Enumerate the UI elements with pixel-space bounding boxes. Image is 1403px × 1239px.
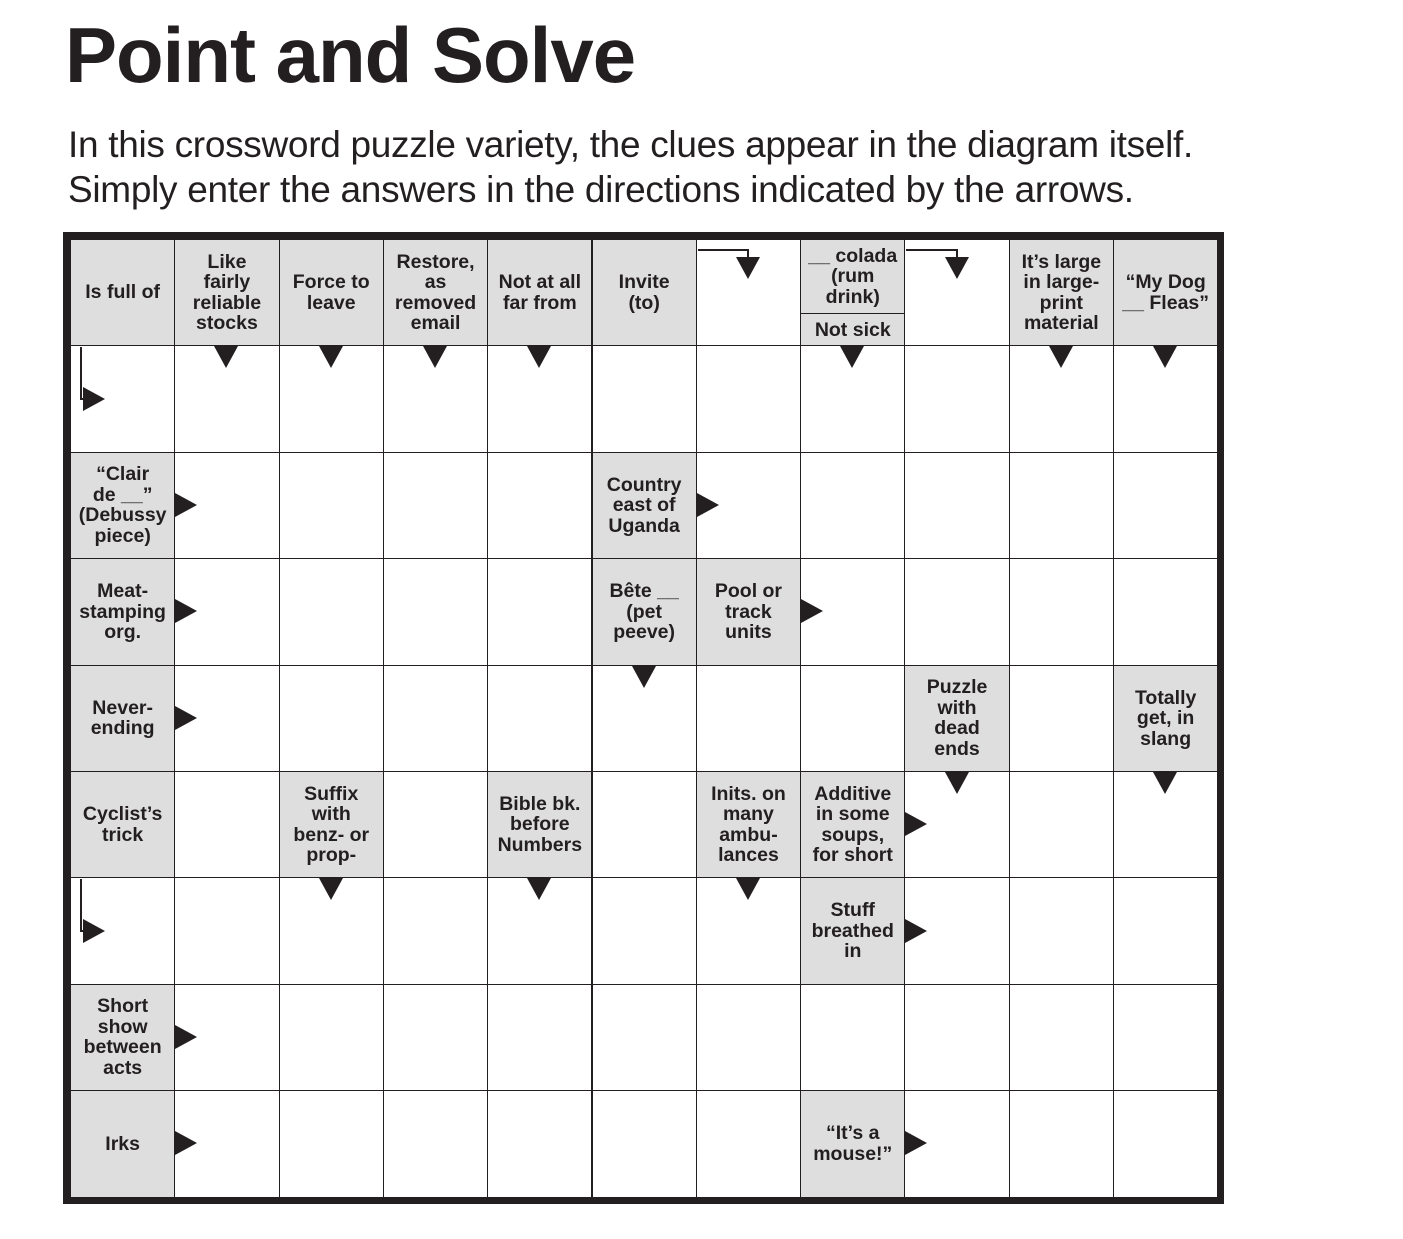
clue-text: Puzzle with dead ends xyxy=(926,676,988,760)
arrow-right-icon xyxy=(697,493,719,517)
puzzle-title: Point and Solve xyxy=(65,11,636,99)
answer-cell[interactable] xyxy=(383,984,488,1091)
answer-cell[interactable] xyxy=(279,665,384,772)
arrow-right-icon xyxy=(905,812,927,836)
clue-cell xyxy=(279,771,384,878)
answer-cell[interactable] xyxy=(1113,1090,1218,1197)
clue-text: It’s large in large- print material xyxy=(1021,250,1102,335)
arrow-bend-line xyxy=(698,249,748,251)
clue-text: Suffix with benz- or prop- xyxy=(293,782,370,867)
arrow-right-icon xyxy=(905,919,927,943)
arrow-right-icon xyxy=(175,599,197,623)
clue-cell xyxy=(904,665,1009,772)
clue-cell xyxy=(592,239,697,346)
answer-cell[interactable] xyxy=(592,345,697,452)
answer-cell[interactable] xyxy=(1009,984,1114,1091)
clue-text: Short show between acts xyxy=(83,995,162,1079)
clue-cell xyxy=(70,771,175,878)
arrow-down-icon xyxy=(423,346,447,368)
clue-cell xyxy=(70,239,175,346)
clue-cell xyxy=(592,452,697,559)
answer-cell[interactable] xyxy=(800,665,905,772)
answer-cell[interactable] xyxy=(383,1090,488,1197)
answer-cell[interactable] xyxy=(592,877,697,984)
clue-text: Not sick xyxy=(814,318,891,341)
answer-cell[interactable] xyxy=(1009,452,1114,559)
arrow-down-icon xyxy=(736,878,760,900)
answer-cell[interactable] xyxy=(383,452,488,559)
arrow-bend-line xyxy=(906,249,956,251)
answer-cell[interactable] xyxy=(487,984,592,1091)
arrow-right-icon xyxy=(175,493,197,517)
clue-cell xyxy=(592,558,697,665)
instructions xyxy=(68,122,1368,212)
answer-cell[interactable] xyxy=(174,771,279,878)
clue-text: Is full of xyxy=(85,281,161,304)
crossword-grid xyxy=(63,232,1224,1204)
arrow-down-icon xyxy=(527,346,551,368)
clue-cell xyxy=(800,313,905,346)
arrow-down-icon xyxy=(736,257,760,279)
clue-text: Pool or track units xyxy=(714,580,783,644)
arrow-down-icon xyxy=(319,346,343,368)
clue-text: “It’s a mouse!” xyxy=(813,1122,893,1165)
arrow-down-icon xyxy=(1153,772,1177,794)
clue-cell xyxy=(696,771,801,878)
answer-cell[interactable] xyxy=(1009,665,1114,772)
clue-cell xyxy=(70,984,175,1091)
answer-cell[interactable] xyxy=(1113,984,1218,1091)
answer-cell[interactable] xyxy=(1009,558,1114,665)
answer-cell[interactable] xyxy=(279,558,384,665)
clue-text: __ colada (rum drink) xyxy=(808,244,898,308)
answer-cell[interactable] xyxy=(174,877,279,984)
arrow-down-icon xyxy=(945,257,969,279)
answer-cell[interactable] xyxy=(1113,877,1218,984)
clue-cell xyxy=(70,558,175,665)
answer-cell[interactable] xyxy=(487,558,592,665)
arrow-right-icon xyxy=(801,599,823,623)
answer-cell[interactable] xyxy=(487,665,592,772)
answer-cell[interactable] xyxy=(904,984,1009,1091)
arrow-bend-line xyxy=(80,347,82,398)
clue-cell xyxy=(279,239,384,346)
arrow-right-icon xyxy=(83,387,105,411)
clue-text: Invite (to) xyxy=(618,271,670,314)
clue-cell xyxy=(1113,239,1218,346)
clue-text: Additive in some soups, for short xyxy=(812,782,893,867)
clue-text: Force to leave xyxy=(292,271,370,314)
answer-cell[interactable] xyxy=(696,1090,801,1197)
answer-cell[interactable] xyxy=(487,452,592,559)
answer-cell[interactable] xyxy=(279,984,384,1091)
clue-cell xyxy=(696,558,801,665)
clue-cell xyxy=(1113,665,1218,772)
clue-text: Restore, as removed email xyxy=(394,250,477,335)
clue-text: Like fairly reliable stocks xyxy=(192,250,262,335)
arrow-right-icon xyxy=(905,1131,927,1155)
arrow-down-icon xyxy=(527,878,551,900)
clue-text: Country east of Uganda xyxy=(606,473,682,537)
instructions-line-1: In this crossword puzzle variety, the clues appear in the diagram itself. xyxy=(68,124,1193,165)
clue-text: “My Dog __ Fleas” xyxy=(1122,271,1210,314)
clue-cell xyxy=(487,771,592,878)
answer-cell[interactable] xyxy=(904,452,1009,559)
answer-cell[interactable] xyxy=(800,984,905,1091)
answer-cell[interactable] xyxy=(279,452,384,559)
answer-cell[interactable] xyxy=(904,558,1009,665)
clue-text: Not at all far from xyxy=(498,271,581,314)
arrow-bend-line xyxy=(80,879,82,930)
clue-text: “Clair de __” (Debussy piece) xyxy=(78,463,167,547)
arrow-right-icon xyxy=(175,706,197,730)
answer-cell[interactable] xyxy=(1009,771,1114,878)
clue-text: Bible bk. before Numbers xyxy=(497,792,583,856)
clue-cell xyxy=(800,239,905,314)
answer-cell[interactable] xyxy=(383,665,488,772)
clue-cell xyxy=(800,771,905,878)
clue-text: Meat- stamping org. xyxy=(79,580,166,644)
arrow-down-icon xyxy=(1153,346,1177,368)
arrow-down-icon xyxy=(214,346,238,368)
clue-text: Stuff breathed in xyxy=(811,899,894,963)
answer-cell[interactable] xyxy=(696,984,801,1091)
answer-cell[interactable] xyxy=(1009,1090,1114,1197)
arrow-right-icon xyxy=(83,919,105,943)
answer-cell[interactable] xyxy=(592,984,697,1091)
clue-cell xyxy=(70,665,175,772)
clue-text: Totally get, in slang xyxy=(1134,686,1197,750)
answer-cell[interactable] xyxy=(800,452,905,559)
clue-text: Bête __ (pet peeve) xyxy=(609,580,679,644)
clue-text: Irks xyxy=(105,1132,140,1155)
arrow-down-icon xyxy=(945,772,969,794)
arrow-down-icon xyxy=(1049,346,1073,368)
answer-cell[interactable] xyxy=(696,345,801,452)
instructions-line-2: Simply enter the answers in the directions indicated by the arrows. xyxy=(68,169,1134,210)
answer-cell[interactable] xyxy=(904,345,1009,452)
clue-cell xyxy=(174,239,279,346)
arrow-down-icon xyxy=(632,666,656,688)
clue-cell xyxy=(383,239,488,346)
clue-text: Cyclist’s trick xyxy=(82,803,163,846)
clue-cell xyxy=(70,1090,175,1197)
answer-cell[interactable] xyxy=(383,558,488,665)
arrow-down-icon xyxy=(840,346,864,368)
answer-cell[interactable] xyxy=(696,665,801,772)
answer-cell[interactable] xyxy=(383,771,488,878)
answer-cell[interactable] xyxy=(592,771,697,878)
arrow-right-icon xyxy=(175,1131,197,1155)
answer-cell[interactable] xyxy=(383,877,488,984)
answer-cell[interactable] xyxy=(487,1090,592,1197)
clue-cell xyxy=(1009,239,1114,346)
arrow-right-icon xyxy=(175,1025,197,1049)
answer-cell[interactable] xyxy=(279,1090,384,1197)
answer-cell[interactable] xyxy=(1113,558,1218,665)
clue-cell xyxy=(487,239,592,346)
clue-text: Inits. on many ambu- lances xyxy=(711,782,786,867)
answer-cell[interactable] xyxy=(1113,452,1218,559)
clue-cell xyxy=(800,877,905,984)
clue-text: Never- ending xyxy=(90,696,155,740)
answer-cell[interactable] xyxy=(1009,877,1114,984)
clue-cell xyxy=(70,452,175,559)
clue-cell xyxy=(800,1090,905,1197)
arrow-down-icon xyxy=(319,878,343,900)
answer-cell[interactable] xyxy=(592,1090,697,1197)
